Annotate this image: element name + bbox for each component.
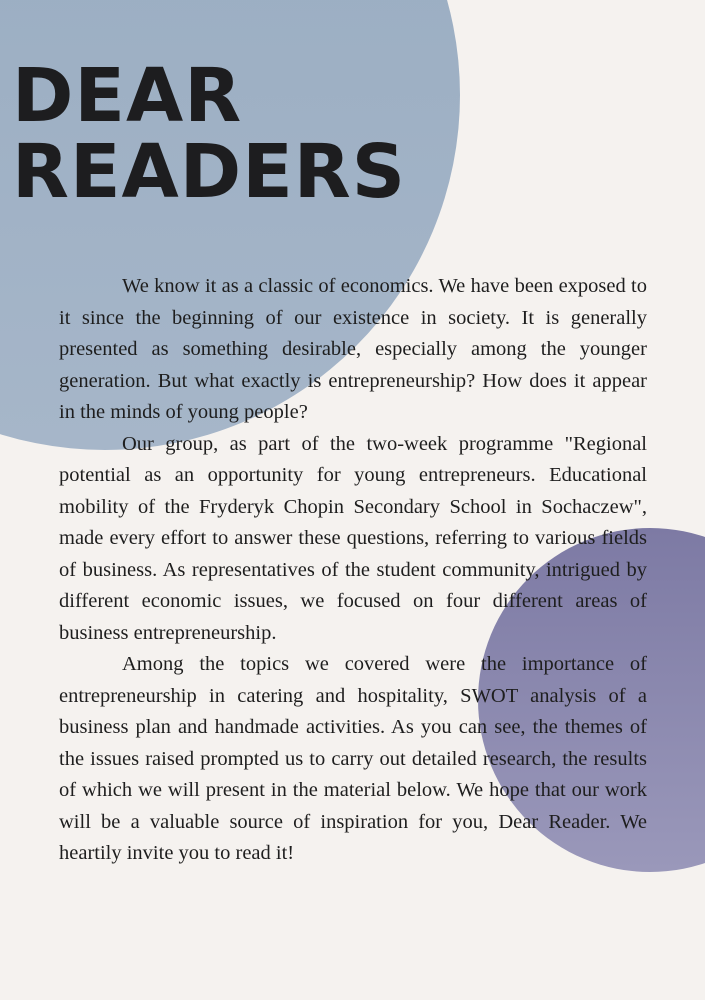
letter-body: [59, 271, 647, 870]
paragraph-intro: We know it as a classic of economics. We have been exposed to it since the beginning of our existence in society. It is generally presented as something desirable, especially among the younger generation. But what exactly is entrepreneurship? How does it appear in the minds of young people?: [59, 275, 647, 423]
title-line-2: READERS: [12, 129, 407, 215]
paragraph-programme: Our group, as part of the two-week programme "Regional potential as an opportunity for young entrepreneurs. Educational mobility of the Fryderyk Chopin Secondary School in Sochaczew", made every effort to answer these questions, referring to various fields of business. As representatives of the student community, intrigued by different economic issues, we focused on four different areas of business entrepreneurship.: [59, 432, 647, 644]
paragraph-topics: Among the topics we covered were the importance of entrepreneurship in catering and hospitality, SWOT analysis of a business plan and handmade activities. As you can see, the themes of the issues raised prompted us to carry out detailed research, the results of which we will present in the material below. We hope that our work will be a valuable source of inspiration for you, Dear Reader. We heartily invite you to read it!: [59, 653, 647, 864]
page-title: [12, 53, 407, 215]
title-line-1: DEAR: [12, 53, 243, 139]
